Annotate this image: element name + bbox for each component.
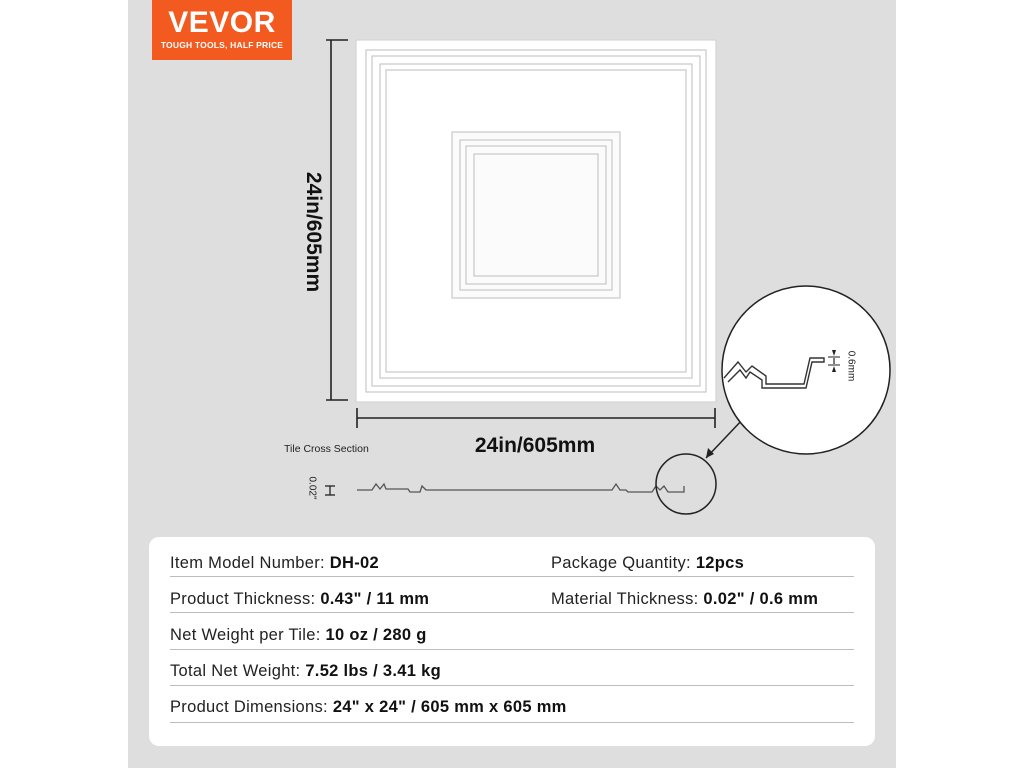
- spec-value: 24" x 24" / 605 mm x 605 mm: [332, 698, 567, 716]
- detail-callout: [656, 418, 744, 514]
- spec-value: 7.52 lbs / 3.41 kg: [305, 662, 441, 680]
- zoom-thickness-label: 0.6mm: [845, 350, 857, 382]
- spec-package-quantity: [551, 554, 744, 573]
- cross-thickness-label: 0.02": [306, 476, 318, 500]
- width-dimension-line: [357, 408, 715, 428]
- spec-value: 12pcs: [695, 554, 745, 572]
- divider: [170, 685, 854, 686]
- cross-section-profile: [325, 484, 684, 495]
- spec-label: Material Thickness:: [551, 590, 699, 608]
- tile-diagram: [128, 0, 896, 540]
- spec-table: [149, 537, 875, 746]
- spec-label: Product Dimensions:: [170, 698, 328, 716]
- spec-product-thickness: [170, 590, 429, 609]
- height-dimension-line: [326, 40, 348, 400]
- divider: [170, 722, 854, 723]
- spec-material-thickness: [551, 590, 818, 609]
- divider: [170, 576, 854, 577]
- divider: [170, 612, 854, 613]
- spec-total-net-weight: [170, 662, 441, 681]
- spec-label: Package Quantity:: [551, 554, 691, 572]
- spec-label: Item Model Number:: [170, 554, 325, 572]
- spec-label: Net Weight per Tile:: [170, 626, 321, 644]
- spec-label: Total Net Weight:: [170, 662, 301, 680]
- zoom-detail: [722, 286, 890, 454]
- spec-model: [170, 554, 379, 573]
- ceiling-tile: [356, 40, 716, 402]
- spec-value: 0.02" / 0.6 mm: [703, 590, 819, 608]
- brand-tagline: TOUGH TOOLS, HALF PRICE: [160, 40, 284, 50]
- cross-section-label: Tile Cross Section: [284, 443, 369, 455]
- divider: [170, 649, 854, 650]
- spec-value: 10 oz / 280 g: [325, 626, 427, 644]
- spec-value: 0.43" / 11 mm: [320, 590, 430, 608]
- spec-label: Product Thickness:: [170, 590, 316, 608]
- brand-name: VEVOR: [168, 6, 276, 39]
- height-dimension-label: 24in/605mm: [302, 171, 325, 293]
- spec-value: DH-02: [329, 554, 379, 572]
- spec-net-weight: [170, 626, 427, 645]
- spec-dimensions: [170, 698, 567, 717]
- width-dimension-label: 24in/605mm: [474, 434, 596, 457]
